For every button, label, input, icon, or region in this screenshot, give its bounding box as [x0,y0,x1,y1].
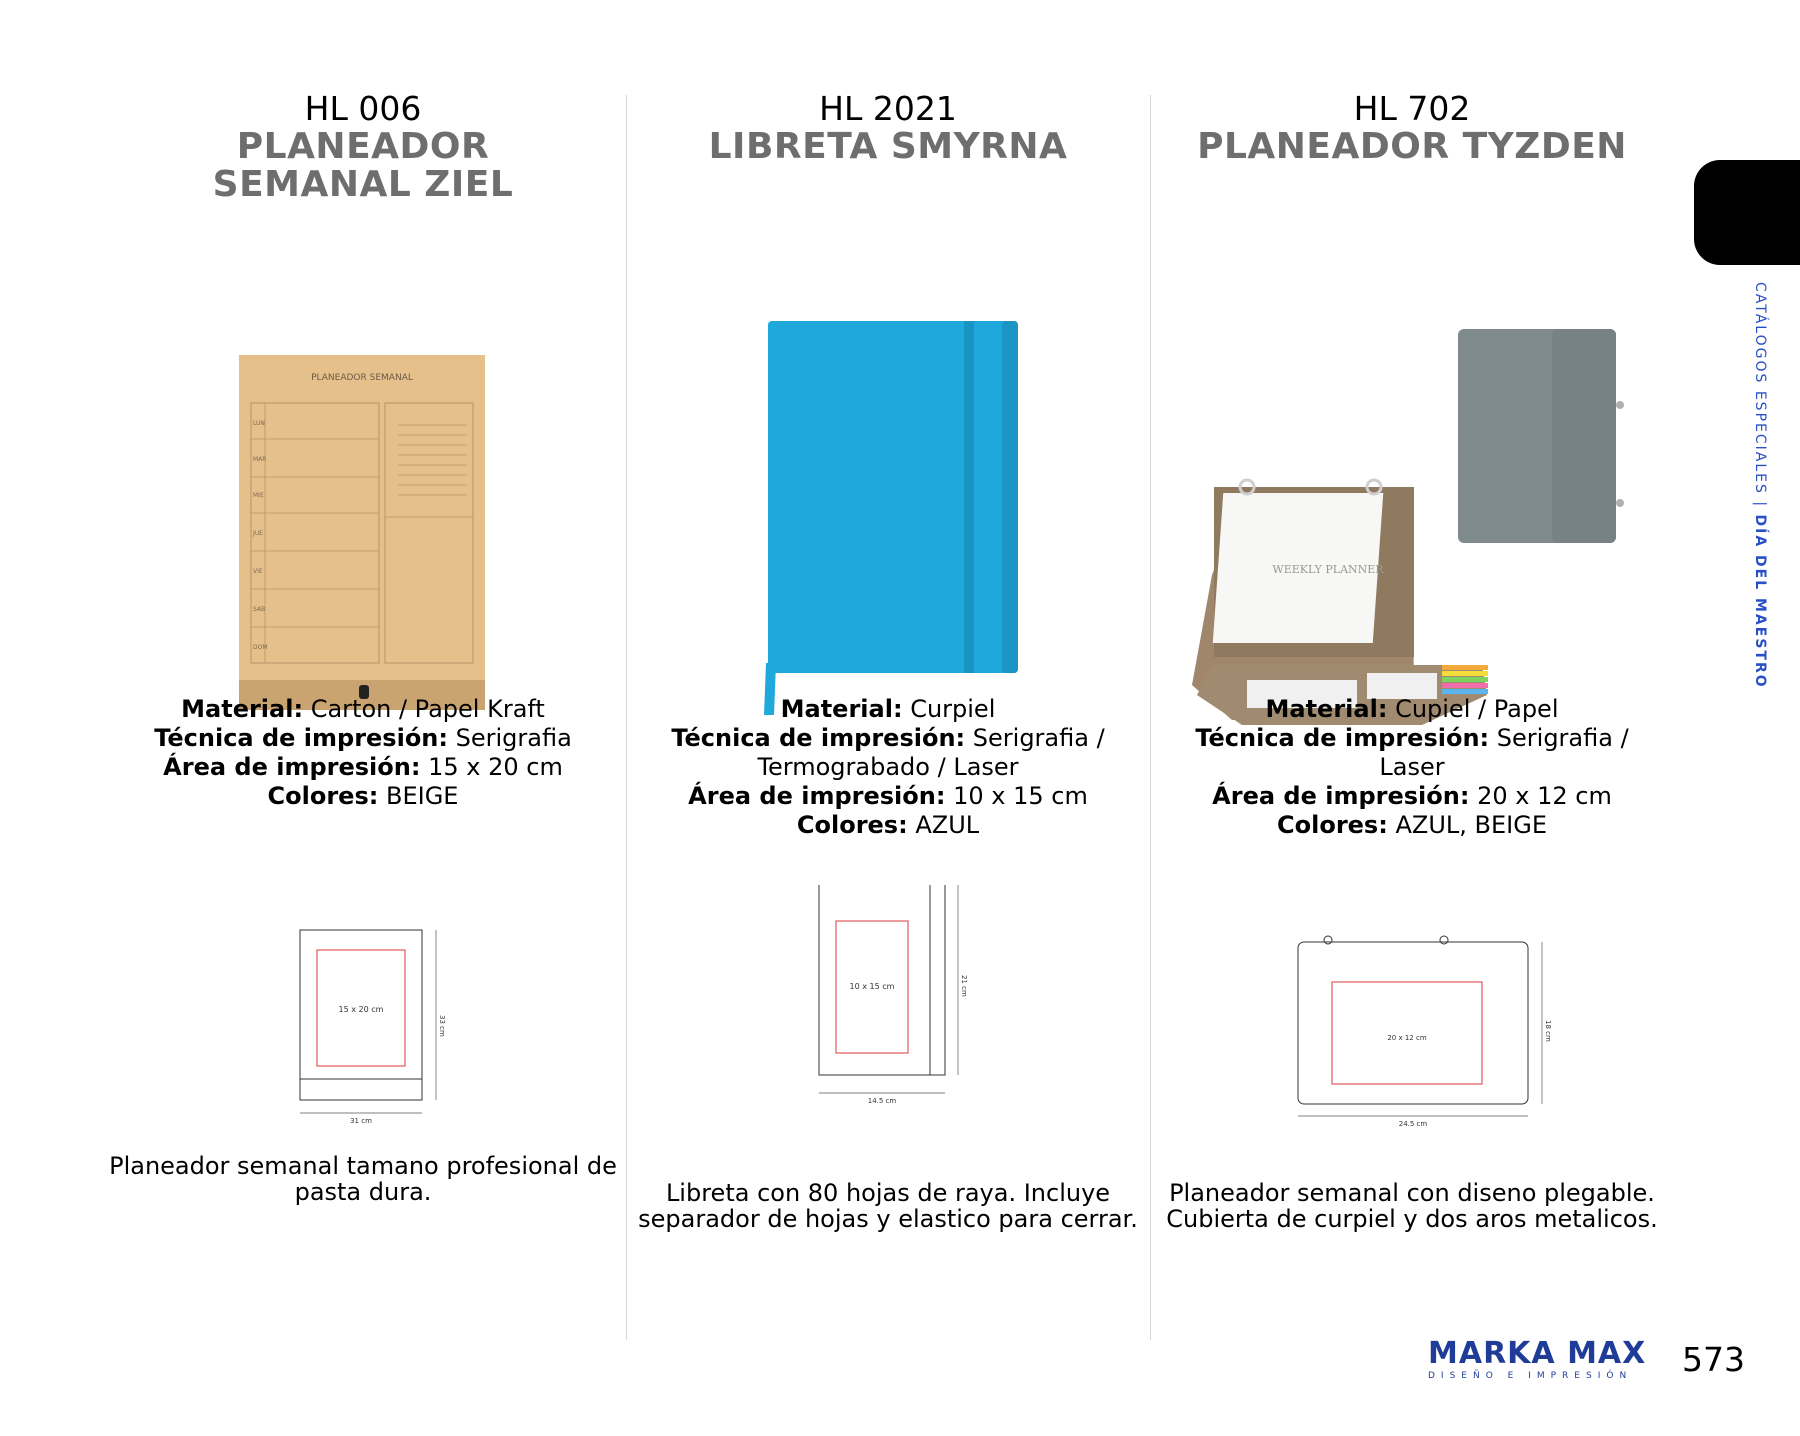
spec-colores: AZUL, BEIGE [1395,811,1547,839]
column-divider [626,95,627,1340]
product-photo-folding-planner [1152,225,1672,745]
width-dimension-label: 24.5 cm [1398,1120,1428,1128]
spec-label: Colores: [1277,811,1388,839]
spec-label: Material: [181,695,304,723]
product-description: Libreta con 80 hojas de raya. Incluye separador de hojas y elastico para cerrar. [638,1179,1138,1233]
spec-material: Curpiel [910,695,996,723]
area-dimension-label: 20 x 12 cm [1387,1034,1427,1042]
height-dimension-label: 21 cm [960,975,968,997]
planner-day-label: DOM [253,644,268,651]
product-code: HL 006 [304,89,422,128]
spec-material: Cupiel / Papel [1395,695,1559,723]
spec-area: 15 x 20 cm [428,753,563,781]
planner-day-label: MAR [253,456,267,463]
section-tab [1694,160,1800,265]
page-number: 573 [1682,1340,1745,1379]
height-dimension-label: 33 cm [438,1015,446,1037]
spec-colores: AZUL [915,811,980,839]
spec-area: 10 x 15 cm [953,782,1088,810]
planner-day-label: VIE [253,568,263,575]
product-name: PLANEADOR SEMANAL ZIEL [212,126,514,205]
spec-colores: BEIGE [385,782,459,810]
product-description: Planeador semanal tamano profesional de pasta dura. [109,1152,617,1206]
spec-label: Técnica de impresión: [154,724,448,752]
product-code: HL 2021 [819,89,957,128]
product-name: PLANEADOR TYZDEN [1197,126,1627,167]
width-dimension-label: 14.5 cm [867,1097,897,1105]
column-divider [1150,95,1151,1340]
planner-day-label: JUE [253,530,263,537]
brand-logo [1428,1338,1668,1382]
spec-label: Colores: [796,811,908,839]
planner-day-label: LUN [253,420,265,427]
height-dimension-label: 18 cm [1544,1020,1552,1042]
product-column-hl2021 [628,89,1148,1233]
print-area-drawing [103,865,623,1125]
spec-label: Material: [1265,695,1388,723]
product-description: Planeador semanal con diseno plegable. Cubierta de curpiel y dos aros metalicos. [1166,1179,1658,1233]
product-column-hl702 [1152,89,1672,1233]
spec-tecnica: Serigrafia / Laser [1379,724,1629,781]
spec-label: Técnica de impresión: [671,724,966,752]
product-specs [628,695,1148,840]
product-column-hl006 [103,89,623,1206]
planner-day-label: SAB [253,606,266,613]
spec-label: Colores: [267,782,379,810]
spec-label: Área de impresión: [163,753,421,781]
catalog-topic: DÍA DEL MAESTRO [1752,514,1768,689]
product-name: LIBRETA SMYRNA [708,126,1068,167]
spec-tecnica: Serigrafia / Termograbado / Laser [757,724,1105,781]
spec-material: Carton / Papel Kraft [310,695,545,723]
brand-name: MARKA MAX [1428,1336,1647,1371]
width-dimension-label: 31 cm [350,1117,372,1125]
section-label [1752,282,1768,689]
brand-tagline: DISEÑO E IMPRESIÓN [1428,1371,1633,1381]
spec-label: Material: [780,695,903,723]
print-area-drawing [1152,900,1672,1160]
planner-cover-text: WEEKLY PLANNER [1272,563,1384,576]
area-dimension-label: 15 x 20 cm [338,1005,384,1014]
product-specs [1152,695,1672,840]
print-area-drawing [628,885,1148,1145]
spec-area: 20 x 12 cm [1477,782,1612,810]
product-specs [103,695,623,811]
spec-label: Área de impresión: [688,782,946,810]
area-dimension-label: 10 x 15 cm [849,982,895,991]
product-code: HL 702 [1353,89,1471,128]
spec-label: Área de impresión: [1212,782,1470,810]
spec-label: Técnica de impresión: [1195,724,1490,752]
catalog-section: CATÁLOGOS ESPECIALES | [1752,282,1768,515]
spec-tecnica: Serigrafia [455,724,572,752]
planner-title: PLANEADOR SEMANAL [311,373,413,383]
product-photo-blue-notebook [628,225,1148,745]
planner-day-label: MIE [253,492,264,499]
